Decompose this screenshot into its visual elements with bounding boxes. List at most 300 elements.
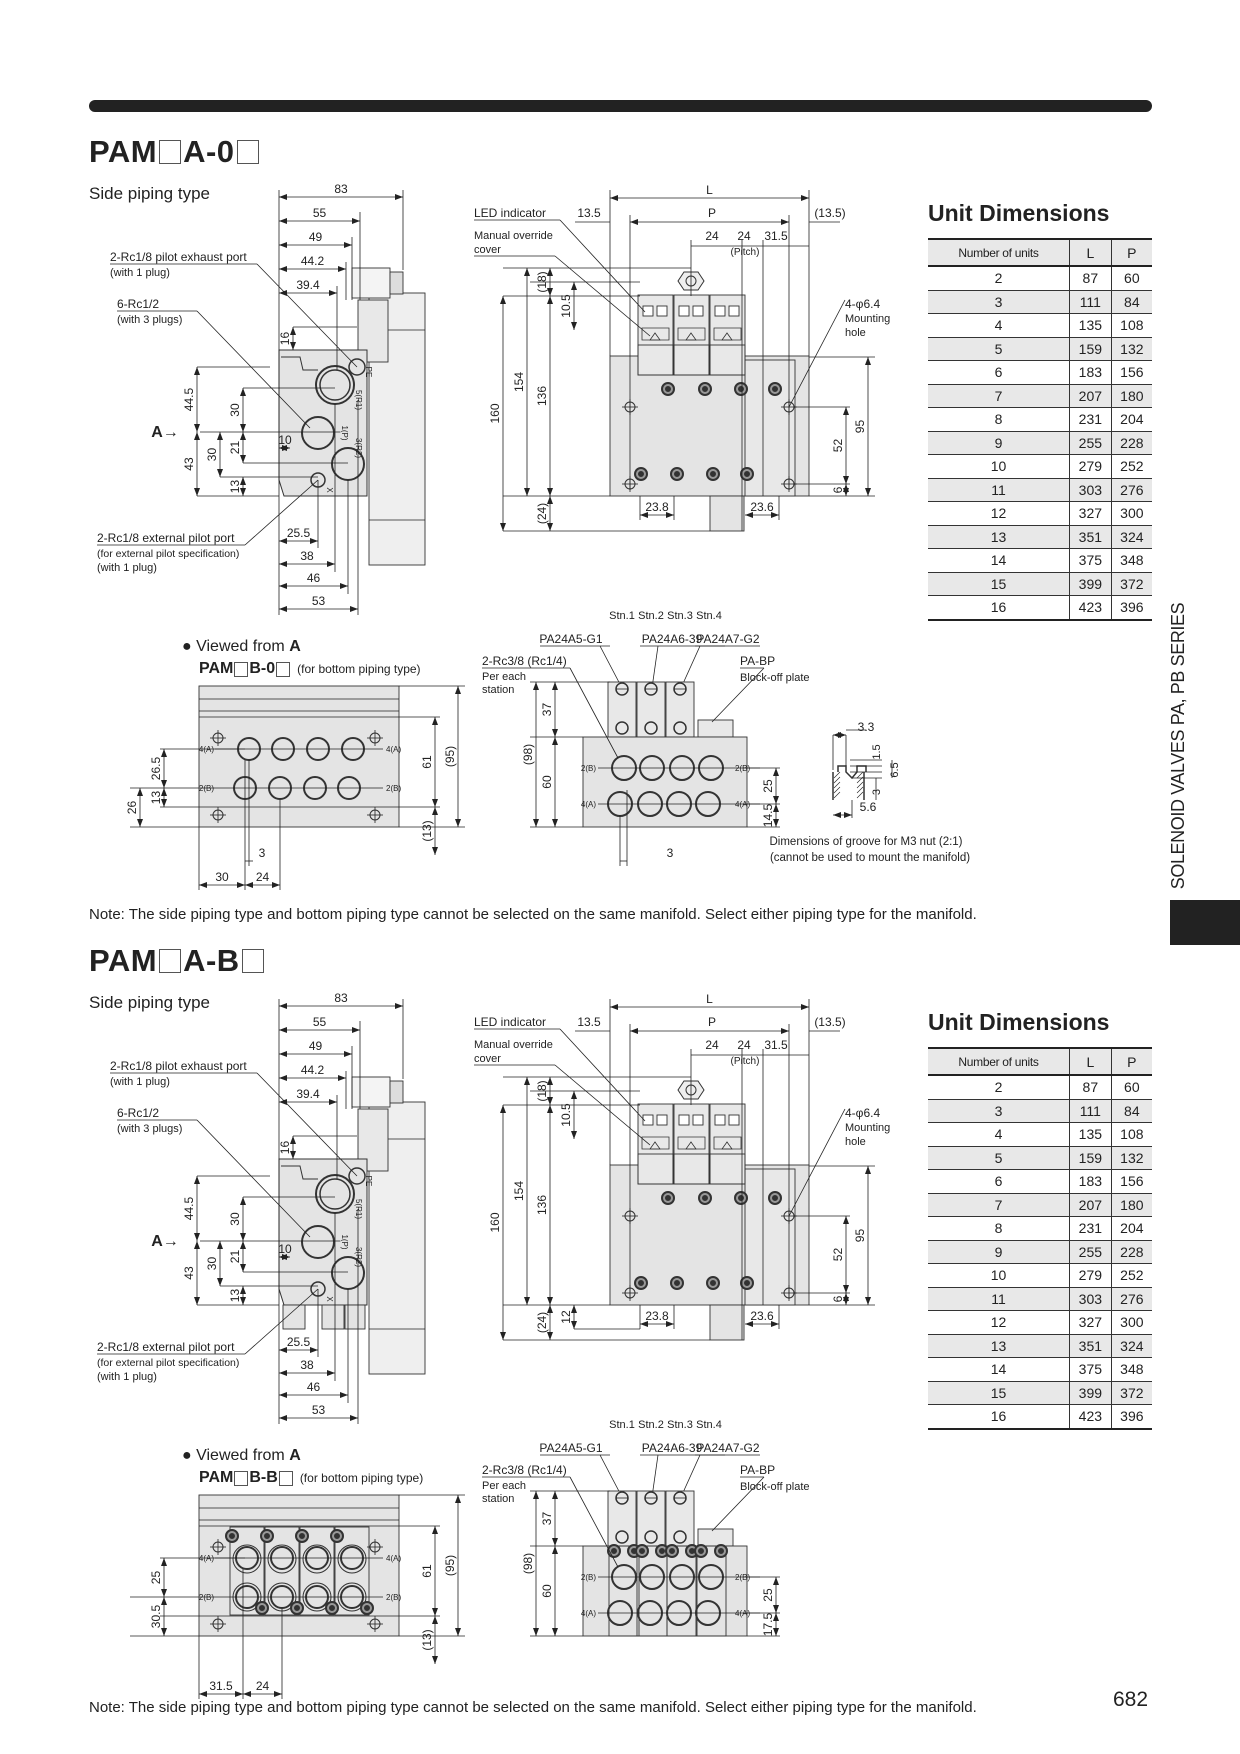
table-row <box>928 1311 1152 1335</box>
table-row <box>928 1264 1152 1288</box>
callout-label: 2-Rc1/8 pilot exhaust port <box>110 1059 247 1073</box>
table-cell: 87 <box>1070 266 1112 290</box>
dimension-label: 44.2 <box>300 254 325 268</box>
dimension-label: 23.6 <box>750 500 774 514</box>
screw-head <box>666 387 671 392</box>
station-label: Stn.4 <box>696 1419 722 1431</box>
screw-head <box>230 1534 235 1539</box>
column-header: L <box>1070 239 1112 266</box>
table-cell: 375 <box>1070 1358 1112 1382</box>
placeholder-box <box>234 1471 248 1486</box>
table-cell: 8 <box>928 408 1070 432</box>
callout-label: Mounting <box>845 313 891 325</box>
port-label: 2(B) <box>580 764 596 773</box>
callout-label: cover <box>474 244 501 256</box>
dimension-label: 16 <box>278 1140 292 1155</box>
port-label: 2(B) <box>386 1593 402 1602</box>
dimension-label: (95) <box>443 745 457 768</box>
dimension-label: 38 <box>300 549 314 563</box>
dimension-label: 30 <box>228 403 242 417</box>
leader-line <box>857 772 863 778</box>
table-cell: 6 <box>928 1170 1070 1194</box>
table-cell: 327 <box>1070 1311 1112 1335</box>
table-cell: 279 <box>1070 455 1112 479</box>
screw-head <box>699 1549 704 1554</box>
dimension-label: 3 <box>666 846 674 860</box>
callout-label: cover <box>474 1053 501 1065</box>
port-label: 2(B) <box>580 1573 596 1582</box>
dimension-label: 39.4 <box>296 1087 320 1101</box>
callout-label: 2-Rc3/8 (Rc1/4) <box>482 1463 567 1477</box>
callout-label: Mounting <box>845 1122 891 1134</box>
table-cell: 156 <box>1111 1170 1152 1194</box>
screw-head <box>365 1606 370 1611</box>
dimension-label: (13) <box>420 820 434 842</box>
column-header: P <box>1111 1048 1152 1075</box>
dimension-label: (95) <box>443 1554 457 1577</box>
screw-head <box>703 1196 708 1201</box>
dimension-label: 24 <box>255 1679 270 1693</box>
dimension-label: P <box>707 1015 717 1029</box>
table-row <box>928 525 1152 549</box>
table-cell: 15 <box>928 1381 1070 1405</box>
dimension-label: 44.5 <box>182 387 196 412</box>
led-indicator <box>693 1115 703 1125</box>
unit-dimensions-table <box>928 238 1152 621</box>
caption: Dimensions of groove for M3 nut (2:1) <box>769 836 963 848</box>
table-cell: 5 <box>928 1146 1070 1170</box>
led-indicator <box>693 306 703 316</box>
valve-station <box>608 682 636 737</box>
table-row <box>928 1075 1152 1099</box>
dimension-label: 95 <box>853 419 867 434</box>
callout-label: (with 3 plugs) <box>117 1123 183 1135</box>
table-cell: 372 <box>1111 1381 1152 1405</box>
callout-label: (with 1 plug) <box>110 267 170 279</box>
table-cell: 159 <box>1070 1146 1112 1170</box>
dimension-label: (98) <box>521 1552 535 1575</box>
led-indicator <box>657 1115 667 1125</box>
table-cell: 10 <box>928 455 1070 479</box>
section-subtitle: Side piping type <box>89 184 210 203</box>
dimension-label: 43 <box>182 457 196 471</box>
screw-head <box>639 472 644 477</box>
table-cell: 4 <box>928 314 1070 338</box>
screw-head <box>640 1549 645 1554</box>
table-cell: 300 <box>1111 502 1152 526</box>
series-side-tab: SOLENOID VALVES PA, PB SERIES <box>1168 602 1188 890</box>
table-row <box>928 1217 1152 1241</box>
dimension-label: (13.5) <box>814 1015 846 1029</box>
screw-head <box>330 1606 335 1611</box>
valve-station <box>666 682 694 737</box>
leader-line <box>712 668 764 722</box>
unit-dimensions-title: Unit Dimensions <box>928 1009 1110 1035</box>
port-label: 4(A) <box>386 745 402 754</box>
screw-head <box>300 1534 305 1539</box>
placeholder-box <box>159 949 181 973</box>
dimension-label: 25 <box>149 1570 163 1585</box>
callout-label: Per each <box>482 1480 527 1492</box>
cable-bar <box>710 496 744 531</box>
dimension-label: 31.5 <box>764 1038 788 1052</box>
table-row <box>928 502 1152 526</box>
title-prefix: PAM <box>89 943 158 978</box>
table-row <box>928 314 1152 338</box>
led-indicator <box>657 306 667 316</box>
leader-line <box>857 787 863 793</box>
dimension-label: 83 <box>334 182 348 196</box>
dimension-label: (18) <box>535 1080 549 1102</box>
port-label: 2(B) <box>386 784 402 793</box>
port-label: 4(A) <box>735 1609 751 1618</box>
dimension-label: 23.8 <box>645 1309 669 1323</box>
callout-label: (for external pilot specification) <box>97 1357 240 1369</box>
port-label: 2(B) <box>198 784 214 793</box>
table-cell: 255 <box>1070 1240 1112 1264</box>
table-row <box>928 431 1152 455</box>
table-cell: 3 <box>928 290 1070 314</box>
table-cell: 228 <box>1111 1240 1152 1264</box>
table-cell: 11 <box>928 1287 1070 1311</box>
callout-label: Manual override <box>474 230 553 242</box>
led-indicator <box>679 306 689 316</box>
dimension-label: 21 <box>228 440 242 455</box>
dimension-label: X <box>325 487 334 493</box>
dimension-label: L <box>706 183 713 197</box>
dimension-label: 136 <box>535 1194 549 1216</box>
column-header: L <box>1070 1048 1112 1075</box>
table-cell: 6 <box>928 361 1070 385</box>
screw-head <box>690 1549 695 1554</box>
dimension-label: 30 <box>205 1256 219 1271</box>
dimension-label: (24) <box>535 502 549 525</box>
led-indicator <box>715 1115 725 1125</box>
callout-label: hole <box>845 327 866 339</box>
leader-line <box>857 792 863 798</box>
dimension-label: 43 <box>182 1266 196 1280</box>
dimension-label: 61 <box>420 755 434 769</box>
callout-label: Block-off plate <box>740 1481 810 1493</box>
dimension-label: (Pitch) <box>730 247 760 258</box>
dimension-label: 25.5 <box>286 1335 311 1349</box>
port-label: 4(A) <box>580 1609 596 1618</box>
table-cell: 351 <box>1070 525 1112 549</box>
screw-head <box>670 1549 675 1554</box>
table-cell: 12 <box>928 1311 1070 1335</box>
dimension-label: 5(R1) <box>354 389 363 411</box>
dimension-label: 13 <box>228 1288 242 1303</box>
leader-line <box>712 1477 764 1531</box>
section-title <box>89 943 266 979</box>
table-cell: 399 <box>1070 1381 1112 1405</box>
callout-label: (with 1 plug) <box>97 562 157 574</box>
dimension-label: 14.5 <box>761 803 775 828</box>
table-cell: 423 <box>1070 1405 1112 1429</box>
callout-label: Per each <box>482 671 527 683</box>
dimension-label: PE <box>364 366 373 378</box>
table-row <box>928 1381 1152 1405</box>
station-label: Stn.1 <box>609 610 635 622</box>
screw-head <box>719 1549 724 1554</box>
model-note: (for bottom piping type) <box>299 1471 424 1485</box>
table-header-row <box>928 239 1152 266</box>
screw-head <box>666 1196 671 1201</box>
table-cell: 279 <box>1070 1264 1112 1288</box>
table-cell: 396 <box>1111 1405 1152 1429</box>
screw-head <box>703 387 708 392</box>
part-number: PA24A7-G2 <box>696 632 760 646</box>
screw-head <box>660 1549 665 1554</box>
table-cell: 255 <box>1070 431 1112 455</box>
dimension-label: 60 <box>540 775 554 789</box>
table-cell: 300 <box>1111 1311 1152 1335</box>
screw-head <box>639 1281 644 1286</box>
dimension-label: 160 <box>488 1212 502 1233</box>
dimension-label: 10 <box>278 433 292 447</box>
dimension-label: 25 <box>761 779 775 793</box>
dimension-label: (98) <box>521 743 535 766</box>
dimension-label: 31.5 <box>209 1679 233 1693</box>
dimension-label: 30.5 <box>149 1604 163 1629</box>
dimension-label: 52 <box>831 438 845 453</box>
dimension-label: 16 <box>278 331 292 346</box>
side-tab-block <box>1170 900 1240 945</box>
section-note: Note: The side piping type and bottom piping type cannot be selected on the same manifold. Select either piping type for the manifold. <box>89 1699 977 1716</box>
led-indicator <box>679 1115 689 1125</box>
callout-label: 6-Rc1/2 <box>117 1106 160 1120</box>
connector <box>352 268 390 298</box>
dimension-label: 49 <box>308 230 323 244</box>
table-cell: 207 <box>1070 1193 1112 1217</box>
dimension-label: 3(R2) <box>354 437 363 459</box>
dimension-label: (24) <box>535 1311 549 1334</box>
leader-line <box>834 772 840 778</box>
table-cell: 13 <box>928 525 1070 549</box>
table-cell: 111 <box>1070 290 1112 314</box>
placeholder-box <box>242 949 264 973</box>
table-cell: 87 <box>1070 1075 1112 1099</box>
connector-nut <box>390 1081 403 1103</box>
table-cell: 207 <box>1070 384 1112 408</box>
dimension-label: 37 <box>540 702 554 717</box>
unit-dimensions-title: Unit Dimensions <box>928 200 1110 226</box>
table-cell: 396 <box>1111 596 1152 620</box>
viewed-prefix: Viewed from <box>196 1447 290 1464</box>
table-row <box>928 572 1152 596</box>
port-label: 2(B) <box>735 764 751 773</box>
dimension-label: 21 <box>228 1249 242 1264</box>
table-cell: 13 <box>928 1334 1070 1358</box>
screw-head <box>295 1606 300 1611</box>
dimension-label: 6 <box>831 1295 845 1303</box>
callout-label: 2-Rc1/8 external pilot port <box>97 531 235 545</box>
callout-label: Block-off plate <box>740 672 810 684</box>
groove-profile <box>833 766 866 800</box>
table-cell: 372 <box>1111 572 1152 596</box>
screw-head <box>773 387 778 392</box>
viewed-bold: A <box>289 1447 301 1464</box>
dimension-label: 95 <box>853 1228 867 1243</box>
table-cell: 351 <box>1070 1334 1112 1358</box>
dimension-label: 24 <box>737 229 751 243</box>
table-cell: 231 <box>1070 1217 1112 1241</box>
table-cell: 399 <box>1070 572 1112 596</box>
dimension-label: 26 <box>125 800 139 815</box>
table-cell: 14 <box>928 549 1070 573</box>
screw-head <box>675 472 680 477</box>
unit-dimensions-table <box>928 1047 1152 1430</box>
table-cell: 252 <box>1111 1264 1152 1288</box>
table-row <box>928 1334 1152 1358</box>
dimension-label: 46 <box>306 1380 321 1394</box>
table-cell: 423 <box>1070 596 1112 620</box>
port-label: 4(A) <box>580 800 596 809</box>
dimension-label: 30 <box>205 447 219 462</box>
placeholder-box <box>159 140 181 164</box>
table-cell: 5 <box>928 337 1070 361</box>
screw-head <box>739 387 744 392</box>
table-row <box>928 1193 1152 1217</box>
viewed-prefix: Viewed from <box>196 638 290 655</box>
dimension-label: 52 <box>831 1247 845 1262</box>
callout-label: station <box>482 1493 515 1505</box>
screw-head <box>612 1549 617 1554</box>
table-row <box>928 1099 1152 1123</box>
screw-head <box>265 1534 270 1539</box>
title-mid: A-B <box>183 943 240 978</box>
table-cell: 276 <box>1111 1287 1152 1311</box>
callout-label: (with 1 plug) <box>97 1371 157 1383</box>
table-row <box>928 1405 1152 1429</box>
screw-head <box>773 1196 778 1201</box>
table-cell: 180 <box>1111 384 1152 408</box>
table-row <box>928 1123 1152 1147</box>
table-cell: 84 <box>1111 290 1152 314</box>
table-cell: 327 <box>1070 502 1112 526</box>
dimension-label: 26.5 <box>149 756 163 781</box>
table-row <box>928 455 1152 479</box>
dimension-label: 13 <box>149 790 163 805</box>
screw-head <box>711 1281 716 1286</box>
page-number: 682 <box>1113 1688 1149 1711</box>
foot <box>322 1305 344 1329</box>
dimension-label: 160 <box>488 403 502 424</box>
table-cell: 4 <box>928 1123 1070 1147</box>
port-label: 2(B) <box>198 1593 214 1602</box>
table-cell: 16 <box>928 1405 1070 1429</box>
screw-head <box>739 1196 744 1201</box>
table-row <box>928 1358 1152 1382</box>
table-cell: 111 <box>1070 1099 1112 1123</box>
dimension-label: 5(R1) <box>354 1198 363 1220</box>
dimension-label: L <box>706 992 713 1006</box>
viewed-from-heading: ● Viewed from A <box>182 1447 301 1464</box>
table-row <box>928 408 1152 432</box>
dimension-label: 25 <box>761 1588 775 1602</box>
dimension-label: 44.5 <box>182 1196 196 1221</box>
screw-head <box>675 1281 680 1286</box>
dimension-label: X <box>325 1296 334 1302</box>
led-indicator <box>729 306 739 316</box>
leader-line <box>789 1109 845 1216</box>
dimension-label: 24 <box>255 870 270 884</box>
title-mid: A-0 <box>183 134 235 169</box>
table-row <box>928 1287 1152 1311</box>
callout-label: 2-Rc1/8 external pilot port <box>97 1340 235 1354</box>
port-label: 4(A) <box>735 800 751 809</box>
table-row <box>928 596 1152 620</box>
callout-label: PA-BP <box>740 1463 776 1477</box>
dimension-label: 24 <box>737 1038 751 1052</box>
station-label: Stn.4 <box>696 610 722 622</box>
dimension-label: 49 <box>308 1039 323 1053</box>
callout-label: 6-Rc1/2 <box>117 297 160 311</box>
valve-station <box>666 1491 694 1546</box>
table-cell: 2 <box>928 1075 1070 1099</box>
callout-label: PA-BP <box>740 654 776 668</box>
dimension-label: 3 <box>871 788 883 796</box>
dimension-label: 10.5 <box>559 294 573 318</box>
table-cell: 183 <box>1070 361 1112 385</box>
table-cell: 132 <box>1111 1146 1152 1170</box>
dimension-label: 39.4 <box>296 278 320 292</box>
title-prefix: PAM <box>89 134 158 169</box>
table-cell: 3 <box>928 1099 1070 1123</box>
table-cell: 324 <box>1111 1334 1152 1358</box>
dimension-label: 44.2 <box>300 1063 325 1077</box>
dimension-label: 61 <box>420 1564 434 1578</box>
column-header: Number of units <box>928 1048 1070 1075</box>
viewed-bold: A <box>289 638 301 655</box>
table-header-row <box>928 1048 1152 1075</box>
leader-line <box>857 782 863 788</box>
dimension-label: P <box>707 206 717 220</box>
table-cell: 14 <box>928 1358 1070 1382</box>
viewed-from-heading: ● Viewed from A <box>182 638 301 655</box>
table-cell: 7 <box>928 1193 1070 1217</box>
screw-head <box>745 1281 750 1286</box>
table-row <box>928 549 1152 573</box>
table-row <box>928 266 1152 290</box>
station-label: Stn.3 <box>667 1419 693 1431</box>
dimension-label: 38 <box>300 1358 314 1372</box>
leader-line <box>834 792 840 798</box>
dimension-label: 37 <box>540 1511 554 1526</box>
table-cell: 60 <box>1111 1075 1152 1099</box>
model-prefix: PAM <box>199 660 234 677</box>
table-cell: 324 <box>1111 525 1152 549</box>
section-title <box>89 134 261 170</box>
table-cell: 228 <box>1111 431 1152 455</box>
connector-nut <box>390 272 403 294</box>
caption: (cannot be used to mount the manifold) <box>769 852 971 864</box>
dimension-label: 60 <box>540 1584 554 1598</box>
table-cell: 10 <box>928 1264 1070 1288</box>
dimension-label: 30 <box>228 1212 242 1226</box>
table-cell: 15 <box>928 572 1070 596</box>
table-row <box>928 1240 1152 1264</box>
column-header: Number of units <box>928 239 1070 266</box>
dimension-label: 23.6 <box>750 1309 774 1323</box>
station-label: Stn.3 <box>667 610 693 622</box>
table-cell: 7 <box>928 384 1070 408</box>
model-mid: B-B <box>249 1469 278 1486</box>
cable-bar <box>710 1305 744 1340</box>
leader-line <box>834 782 840 788</box>
dimension-label: 46 <box>306 571 321 585</box>
dimension-label: 154 <box>512 1180 526 1202</box>
